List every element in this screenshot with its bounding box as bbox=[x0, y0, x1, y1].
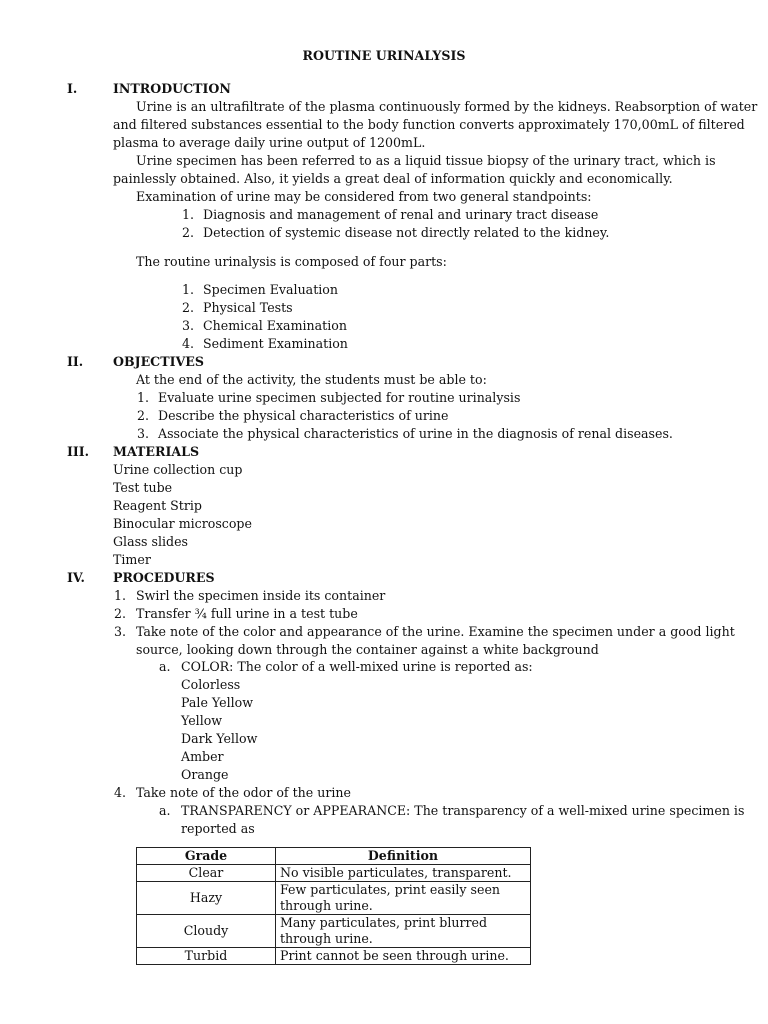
section-heading-procedures: PROCEDURES bbox=[113, 570, 215, 585]
list-marker: 3. bbox=[114, 624, 127, 639]
objective-item: Evaluate urine specimen subjected for routine urinalysis bbox=[158, 390, 521, 405]
section-number-materials: III. bbox=[67, 444, 90, 459]
color-option: Yellow bbox=[181, 713, 223, 728]
standpoint-item: Diagnosis and management of renal and urinary tract disease bbox=[203, 207, 599, 222]
list-marker: 3. bbox=[137, 426, 150, 441]
objectives-lead: At the end of the activity, the students must be able to: bbox=[136, 372, 487, 387]
list-marker: 2. bbox=[182, 225, 195, 240]
color-option: Amber bbox=[181, 749, 224, 764]
definition-cell bbox=[276, 882, 531, 915]
table-header-definition: Definition bbox=[276, 848, 531, 865]
procedure-step: Take note of the odor of the urine bbox=[136, 785, 351, 800]
definition-cell bbox=[276, 865, 531, 882]
list-marker: 1. bbox=[182, 282, 195, 297]
list-marker: 2. bbox=[182, 300, 195, 315]
table-row bbox=[137, 865, 531, 882]
list-marker: 2. bbox=[137, 408, 150, 423]
section-heading-materials: MATERIALS bbox=[113, 444, 200, 459]
definition-text: Many particulates, print blurred bbox=[280, 915, 488, 930]
definition-text: Print cannot be seen through urine. bbox=[280, 948, 509, 963]
definition-text: through urine. bbox=[280, 931, 373, 946]
material-item: Binocular microscope bbox=[113, 516, 252, 531]
procedure-step: Take note of the color and appearance of the urine. Examine the specimen under a good light bbox=[136, 624, 735, 639]
intro-paragraph-line: Urine specimen has been referred to as a liquid tissue biopsy of the urinary tract, which is bbox=[136, 153, 716, 168]
list-marker: a. bbox=[159, 803, 171, 818]
color-option: Colorless bbox=[181, 677, 241, 692]
grade-cell: Clear bbox=[137, 865, 276, 882]
section-number-procedures: IV. bbox=[67, 570, 85, 585]
part-item: Specimen Evaluation bbox=[203, 282, 338, 297]
document-title: ROUTINE URINALYSIS bbox=[302, 48, 466, 63]
color-option: Pale Yellow bbox=[181, 695, 253, 710]
intro-paragraph-line: painlessly obtained. Also, it yields a great deal of information quickly and economically. bbox=[113, 171, 673, 186]
procedure-step: Swirl the specimen inside its container bbox=[136, 588, 386, 603]
definition-text: Few particulates, print easily seen bbox=[280, 882, 501, 897]
definition-text: No visible particulates, transparent. bbox=[280, 865, 512, 880]
table-row bbox=[137, 948, 531, 965]
material-item: Glass slides bbox=[113, 534, 189, 549]
grade-cell: Hazy bbox=[137, 882, 276, 915]
material-item: Test tube bbox=[113, 480, 173, 495]
procedure-step: Transfer ¾ full urine in a test tube bbox=[136, 606, 358, 621]
table-row bbox=[137, 882, 531, 915]
section-heading-intro: INTRODUCTION bbox=[113, 81, 231, 96]
transparency-label: TRANSPARENCY or APPEARANCE: The transparency of a well-mixed urine specimen is bbox=[181, 803, 745, 818]
intro-paragraph-line: Examination of urine may be considered from two general standpoints: bbox=[136, 189, 592, 204]
list-marker: 3. bbox=[182, 318, 195, 333]
objective-item: Associate the physical characteristics of urine in the diagnosis of renal diseases. bbox=[158, 426, 673, 441]
definition-cell bbox=[276, 948, 531, 965]
table-row bbox=[137, 915, 531, 948]
material-item: Urine collection cup bbox=[113, 462, 243, 477]
objective-item: Describe the physical characteristics of urine bbox=[158, 408, 449, 423]
list-marker: 4. bbox=[114, 785, 127, 800]
standpoint-item: Detection of systemic disease not directly related to the kidney. bbox=[203, 225, 610, 240]
list-marker: 1. bbox=[137, 390, 150, 405]
transparency-table bbox=[136, 847, 531, 965]
definition-cell bbox=[276, 915, 531, 948]
material-item: Timer bbox=[113, 552, 151, 567]
grade-cell: Turbid bbox=[137, 948, 276, 965]
part-item: Physical Tests bbox=[203, 300, 293, 315]
intro-paragraph-line: and filtered substances essential to the body function converts approximately 170,00mL of filtered bbox=[113, 117, 745, 132]
list-marker: 2. bbox=[114, 606, 127, 621]
color-label: COLOR: The color of a well-mixed urine is reported as: bbox=[181, 659, 533, 674]
list-marker: 4. bbox=[182, 336, 195, 351]
color-option: Orange bbox=[181, 767, 229, 782]
section-number-objectives: II. bbox=[67, 354, 84, 369]
list-marker: 1. bbox=[182, 207, 195, 222]
grade-cell: Cloudy bbox=[137, 915, 276, 948]
parts-intro: The routine urinalysis is composed of four parts: bbox=[136, 254, 447, 269]
table-header-row bbox=[137, 848, 531, 865]
section-number-intro: I. bbox=[67, 81, 78, 96]
procedure-step-continued: source, looking down through the container against a white background bbox=[136, 642, 599, 657]
list-marker: a. bbox=[159, 659, 171, 674]
transparency-label-continued: reported as bbox=[181, 821, 255, 836]
part-item: Chemical Examination bbox=[203, 318, 347, 333]
list-marker: 1. bbox=[114, 588, 127, 603]
definition-text: through urine. bbox=[280, 898, 373, 913]
part-item: Sediment Examination bbox=[203, 336, 348, 351]
material-item: Reagent Strip bbox=[113, 498, 202, 513]
table-header-grade: Grade bbox=[137, 848, 276, 865]
section-heading-objectives: OBJECTIVES bbox=[113, 354, 204, 369]
color-option: Dark Yellow bbox=[181, 731, 258, 746]
intro-paragraph-line: Urine is an ultrafiltrate of the plasma continuously formed by the kidneys. Reabsorption of water bbox=[136, 99, 758, 114]
intro-paragraph-line: plasma to average daily urine output of 1200mL. bbox=[113, 135, 426, 150]
